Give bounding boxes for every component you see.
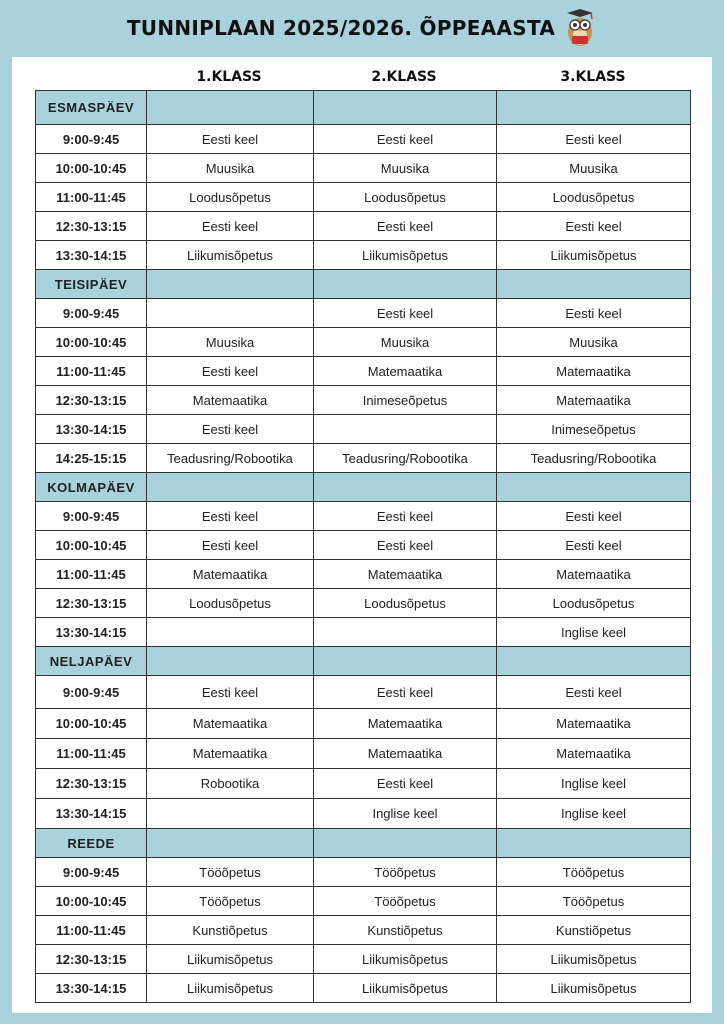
title-bar (0, 0, 724, 56)
subject-cell: Robootika (147, 769, 314, 799)
subject-cell: Eesti keel (497, 125, 691, 154)
lesson-time: 10:00-10:45 (36, 154, 147, 183)
column-header-3: 3.KLASS (560, 69, 626, 85)
day-row (36, 91, 691, 125)
subject-cell: Inimeseõpetus (314, 386, 497, 415)
subject-cell: Muusika (497, 328, 691, 357)
subject-cell (147, 299, 314, 328)
lesson-row (36, 974, 691, 1003)
subject-cell: Muusika (147, 154, 314, 183)
lesson-time: 10:00-10:45 (36, 531, 147, 560)
lesson-row (36, 560, 691, 589)
subject-cell: Loodusõpetus (147, 589, 314, 618)
subject-cell: Matemaatika (147, 739, 314, 769)
subject-cell: Tööõpetus (147, 887, 314, 916)
day-row (36, 829, 691, 858)
column-header-2: 2.KLASS (371, 69, 437, 85)
lesson-row (36, 799, 691, 829)
subject-cell: Tööõpetus (314, 858, 497, 887)
subject-cell: Matemaatika (314, 357, 497, 386)
subject-cell: Loodusõpetus (314, 589, 497, 618)
subject-cell: Muusika (497, 154, 691, 183)
lesson-time: 12:30-13:15 (36, 589, 147, 618)
subject-cell: Matemaatika (147, 560, 314, 589)
subject-cell: Loodusõpetus (314, 183, 497, 212)
subject-cell: Eesti keel (497, 676, 691, 709)
subject-cell: Liikumisõpetus (314, 974, 497, 1003)
lesson-row (36, 125, 691, 154)
day-row-cell (147, 647, 314, 676)
subject-cell: Eesti keel (147, 212, 314, 241)
schedule-sheet (12, 57, 712, 1013)
lesson-time: 13:30-14:15 (36, 974, 147, 1003)
day-row-cell (147, 91, 314, 125)
subject-cell: Tööõpetus (497, 887, 691, 916)
subject-cell: Liikumisõpetus (497, 974, 691, 1003)
lesson-time: 9:00-9:45 (36, 858, 147, 887)
subject-cell: Liikumisõpetus (147, 974, 314, 1003)
subject-cell: Matemaatika (497, 739, 691, 769)
day-row-cell (147, 829, 314, 858)
day-row-cell (497, 473, 691, 502)
lesson-time: 11:00-11:45 (36, 183, 147, 212)
subject-cell: Inglise keel (497, 769, 691, 799)
lesson-time: 12:30-13:15 (36, 386, 147, 415)
subject-cell: Matemaatika (497, 357, 691, 386)
lesson-time: 10:00-10:45 (36, 709, 147, 739)
subject-cell: Inglise keel (497, 618, 691, 647)
subject-cell: Liikumisõpetus (314, 241, 497, 270)
subject-cell: Eesti keel (147, 125, 314, 154)
lesson-row (36, 531, 691, 560)
lesson-time: 9:00-9:45 (36, 502, 147, 531)
day-row-cell (497, 647, 691, 676)
subject-cell: Muusika (314, 154, 497, 183)
subject-cell (314, 618, 497, 647)
lesson-time: 11:00-11:45 (36, 560, 147, 589)
subject-cell: Eesti keel (147, 502, 314, 531)
day-row-cell (314, 829, 497, 858)
lesson-time: 10:00-10:45 (36, 887, 147, 916)
lesson-time: 12:30-13:15 (36, 945, 147, 974)
day-row (36, 270, 691, 299)
subject-cell: Teadusring/Robootika (497, 444, 691, 473)
lesson-row (36, 444, 691, 473)
subject-cell: Liikumisõpetus (147, 241, 314, 270)
lesson-time: 11:00-11:45 (36, 357, 147, 386)
day-row (36, 647, 691, 676)
day-name: REEDE (36, 829, 147, 858)
subject-cell: Kunstiõpetus (147, 916, 314, 945)
subject-cell: Matemaatika (497, 709, 691, 739)
lesson-row (36, 887, 691, 916)
subject-cell: Eesti keel (497, 212, 691, 241)
lesson-time: 13:30-14:15 (36, 241, 147, 270)
subject-cell: Tööõpetus (497, 858, 691, 887)
day-row-cell (497, 91, 691, 125)
lesson-row (36, 212, 691, 241)
subject-cell: Eesti keel (147, 676, 314, 709)
subject-cell: Eesti keel (497, 299, 691, 328)
lesson-row (36, 502, 691, 531)
subject-cell: Matemaatika (497, 386, 691, 415)
subject-cell: Eesti keel (147, 357, 314, 386)
day-name: TEISIPÄEV (36, 270, 147, 299)
subject-cell: Liikumisõpetus (314, 945, 497, 974)
day-row-cell (147, 473, 314, 502)
subject-cell: Inglise keel (497, 799, 691, 829)
subject-cell: Eesti keel (314, 769, 497, 799)
schedule-table (35, 90, 691, 1003)
day-row-cell (497, 829, 691, 858)
subject-cell: Matemaatika (147, 386, 314, 415)
lesson-time: 9:00-9:45 (36, 299, 147, 328)
subject-cell: Loodusõpetus (147, 183, 314, 212)
subject-cell: Eesti keel (147, 415, 314, 444)
subject-cell: Muusika (314, 328, 497, 357)
lesson-row (36, 676, 691, 709)
day-row-cell (314, 91, 497, 125)
day-name: NELJAPÄEV (36, 647, 147, 676)
subject-cell: Liikumisõpetus (497, 241, 691, 270)
day-row-cell (314, 647, 497, 676)
subject-cell: Liikumisõpetus (147, 945, 314, 974)
day-row-cell (314, 270, 497, 299)
subject-cell: Eesti keel (314, 676, 497, 709)
subject-cell (147, 799, 314, 829)
lesson-row (36, 328, 691, 357)
subject-cell (314, 415, 497, 444)
day-row-cell (314, 473, 497, 502)
lesson-row (36, 739, 691, 769)
subject-cell: Tööõpetus (147, 858, 314, 887)
subject-cell: Matemaatika (314, 709, 497, 739)
subject-cell (147, 618, 314, 647)
lesson-row (36, 945, 691, 974)
subject-cell: Loodusõpetus (497, 183, 691, 212)
subject-cell: Teadusring/Robootika (147, 444, 314, 473)
class-headers (12, 69, 712, 89)
lesson-time: 9:00-9:45 (36, 676, 147, 709)
lesson-time: 13:30-14:15 (36, 415, 147, 444)
lesson-row (36, 916, 691, 945)
lesson-row (36, 769, 691, 799)
day-row-cell (147, 270, 314, 299)
lesson-time: 10:00-10:45 (36, 328, 147, 357)
subject-cell: Kunstiõpetus (314, 916, 497, 945)
subject-cell: Eesti keel (497, 502, 691, 531)
subject-cell: Eesti keel (314, 502, 497, 531)
column-header-1: 1.KLASS (196, 69, 262, 85)
lesson-time: 9:00-9:45 (36, 125, 147, 154)
day-row (36, 473, 691, 502)
lesson-row (36, 415, 691, 444)
day-name: ESMASPÄEV (36, 91, 147, 125)
lesson-row (36, 241, 691, 270)
lesson-time: 14:25-15:15 (36, 444, 147, 473)
page-title: TUNNIPLAAN 2025/2026. ÕPPEAASTA (126, 16, 556, 40)
lesson-time: 11:00-11:45 (36, 916, 147, 945)
subject-cell: Loodusõpetus (497, 589, 691, 618)
subject-cell: Liikumisõpetus (497, 945, 691, 974)
day-row-cell (497, 270, 691, 299)
subject-cell: Muusika (147, 328, 314, 357)
lesson-row (36, 183, 691, 212)
lesson-row (36, 618, 691, 647)
subject-cell: Matemaatika (147, 709, 314, 739)
subject-cell: Kunstiõpetus (497, 916, 691, 945)
subject-cell: Eesti keel (314, 299, 497, 328)
subject-cell: Matemaatika (314, 560, 497, 589)
lesson-time: 12:30-13:15 (36, 212, 147, 241)
subject-cell: Eesti keel (314, 125, 497, 154)
subject-cell: Teadusring/Robootika (314, 444, 497, 473)
lesson-row (36, 589, 691, 618)
subject-cell: Matemaatika (497, 560, 691, 589)
subject-cell: Inimeseõpetus (497, 415, 691, 444)
subject-cell: Eesti keel (314, 531, 497, 560)
lesson-row (36, 709, 691, 739)
lesson-time: 12:30-13:15 (36, 769, 147, 799)
lesson-row (36, 154, 691, 183)
lesson-row (36, 299, 691, 328)
lesson-time: 11:00-11:45 (36, 739, 147, 769)
owl-mascot-icon (563, 8, 597, 48)
subject-cell: Inglise keel (314, 799, 497, 829)
lesson-row (36, 357, 691, 386)
subject-cell: Tööõpetus (314, 887, 497, 916)
lesson-row (36, 386, 691, 415)
subject-cell: Eesti keel (497, 531, 691, 560)
lesson-time: 13:30-14:15 (36, 799, 147, 829)
lesson-row (36, 858, 691, 887)
subject-cell: Eesti keel (314, 212, 497, 241)
day-name: KOLMAPÄEV (36, 473, 147, 502)
lesson-time: 13:30-14:15 (36, 618, 147, 647)
subject-cell: Matemaatika (314, 739, 497, 769)
subject-cell: Eesti keel (147, 531, 314, 560)
